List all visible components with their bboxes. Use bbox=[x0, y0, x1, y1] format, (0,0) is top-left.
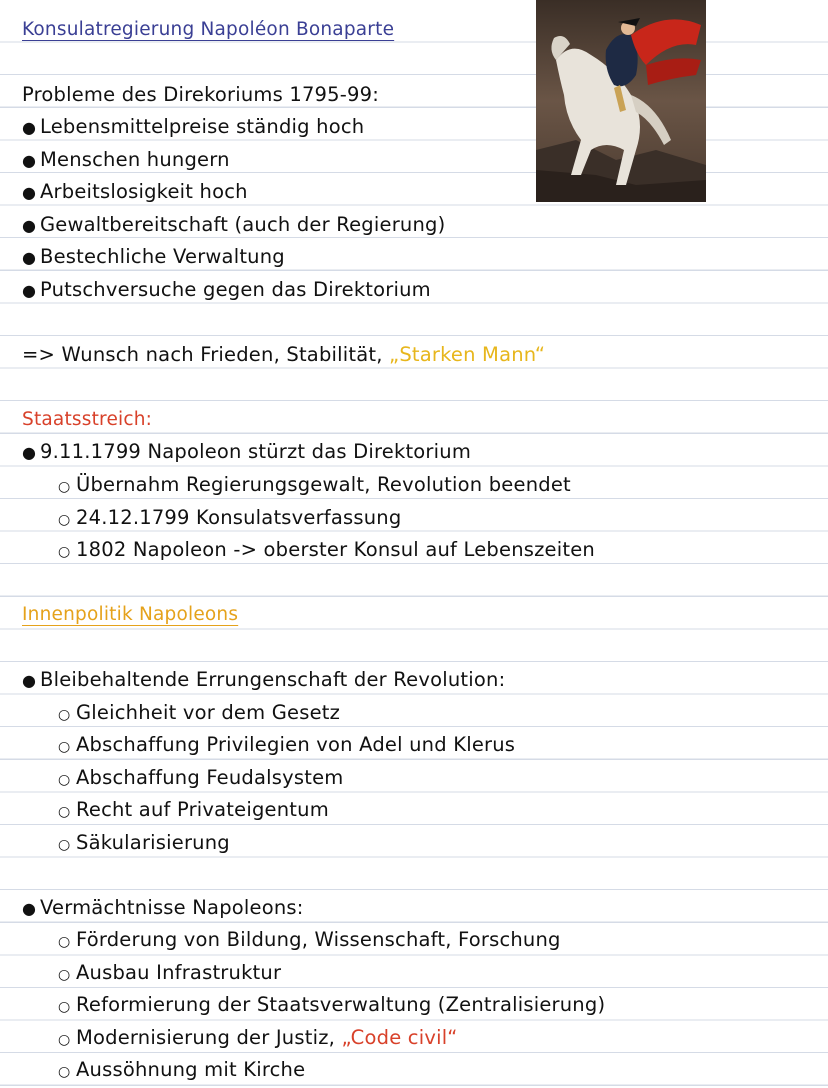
list-item: ● Bleibehaltende Errungenschaft der Revolution: bbox=[22, 664, 505, 696]
sub-bullet-icon: ○ bbox=[58, 479, 71, 495]
sub-list-item: ○ Ausbau Infrastruktur bbox=[58, 957, 281, 989]
list-item: ● Bestechliche Verwaltung bbox=[22, 241, 285, 273]
list-item: ● Vermächtnisse Napoleons: bbox=[22, 892, 304, 924]
sub-list-item: ○ Aussöhnung mit Kirche bbox=[58, 1054, 305, 1086]
sub-bullet-icon: ○ bbox=[58, 967, 71, 983]
sub-list-item: ○ Modernisierung der Justiz, „Code civil“ bbox=[58, 1022, 458, 1054]
sub-bullet-icon: ○ bbox=[58, 837, 71, 853]
bullet-icon: ● bbox=[22, 671, 37, 690]
sub-bullet-icon: ○ bbox=[58, 1032, 71, 1048]
sub-list-item: ○ Übernahm Regierungsgewalt, Revolution beendet bbox=[58, 469, 571, 501]
sub-bullet-icon: ○ bbox=[58, 934, 71, 950]
bullet-icon: ● bbox=[22, 151, 37, 170]
sub-bullet-icon: ○ bbox=[58, 707, 71, 723]
sub-list-item: ○ Säkularisierung bbox=[58, 827, 230, 859]
sub-bullet-icon: ○ bbox=[58, 804, 71, 820]
code-civil-highlight: „Code civil“ bbox=[341, 1026, 458, 1049]
page-title: Konsulatregierung Napoléon Bonaparte bbox=[22, 19, 395, 40]
sub-list-item: ○ 1802 Napoleon -> oberster Konsul auf Lebenszeiten bbox=[58, 534, 595, 566]
napoleon-portrait bbox=[536, 0, 706, 202]
list-item: ● Lebensmittelpreise ständig hoch bbox=[22, 111, 364, 143]
bullet-icon: ● bbox=[22, 183, 37, 202]
staatsstreich-heading: Staatsstreich: bbox=[22, 409, 153, 430]
probleme-conclusion: => Wunsch nach Frieden, Stabilität, „Starken Mann“ bbox=[22, 343, 546, 366]
bullet-icon: ● bbox=[22, 118, 37, 137]
sub-bullet-icon: ○ bbox=[58, 739, 71, 755]
probleme-heading: Probleme des Direkoriums 1795-99: bbox=[22, 83, 379, 106]
sub-bullet-icon: ○ bbox=[58, 512, 71, 528]
list-item: ● Putschversuche gegen das Direktorium bbox=[22, 274, 431, 306]
sub-list-item: ○ 24.12.1799 Konsulatsverfassung bbox=[58, 502, 401, 534]
bullet-icon: ● bbox=[22, 248, 37, 267]
sub-bullet-icon: ○ bbox=[58, 999, 71, 1015]
bullet-icon: ● bbox=[22, 281, 37, 300]
bullet-icon: ● bbox=[22, 899, 37, 918]
sub-list-item: ○ Abschaffung Feudalsystem bbox=[58, 762, 343, 794]
sub-bullet-icon: ○ bbox=[58, 544, 71, 560]
sub-list-item: ○ Abschaffung Privilegien von Adel und Klerus bbox=[58, 729, 515, 761]
sub-list-item: ○ Förderung von Bildung, Wissenschaft, Forschung bbox=[58, 924, 561, 956]
sub-list-item: ○ Reformierung der Staatsverwaltung (Zentralisierung) bbox=[58, 989, 605, 1021]
sub-bullet-icon: ○ bbox=[58, 1064, 71, 1080]
list-item: ● 9.11.1799 Napoleon stürzt das Direktorium bbox=[22, 436, 471, 468]
list-item: ● Gewaltbereitschaft (auch der Regierung) bbox=[22, 209, 445, 241]
list-item: ● Arbeitslosigkeit hoch bbox=[22, 176, 248, 208]
sub-bullet-icon: ○ bbox=[58, 772, 71, 788]
bullet-icon: ● bbox=[22, 216, 37, 235]
list-item: ● Menschen hungern bbox=[22, 144, 230, 176]
bullet-icon: ● bbox=[22, 443, 37, 462]
innenpolitik-heading: Innenpolitik Napoleons bbox=[22, 604, 239, 625]
sub-list-item: ○ Recht auf Privateigentum bbox=[58, 794, 329, 826]
sub-list-item: ○ Gleichheit vor dem Gesetz bbox=[58, 697, 340, 729]
starker-mann-highlight: „Starken Mann“ bbox=[389, 343, 546, 366]
